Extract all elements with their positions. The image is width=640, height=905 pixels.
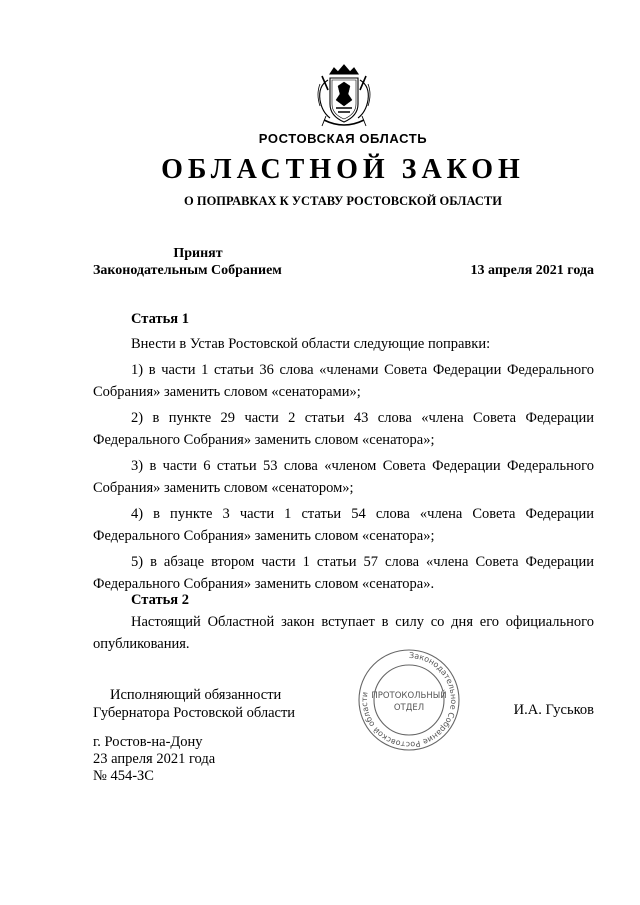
article-1-item: 3) в части 6 статьи 53 слова «членом Совета Федерации Федерального Собрания» заменить словом «сенатором»; (93, 458, 594, 496)
stamp-inner-line-2: ОТДЕЛ (393, 703, 425, 713)
law-title: ОБЛАСТНОЙ ЗАКОН (161, 154, 525, 185)
article-2-text: Настоящий Областной закон вступает в силу со дня его официального опубликования. (93, 614, 594, 652)
adoption-line-1: Принят (173, 246, 223, 261)
law-subtitle: О ПОПРАВКАХ К УСТАВУ РОСТОВСКОЙ ОБЛАСТИ (184, 194, 502, 208)
adoption-block (93, 245, 303, 279)
signing-date: 23 апреля 2021 года (93, 751, 216, 767)
signatory-name: И.А. Гуськов (513, 702, 594, 718)
article-1-heading: Статья 1 (131, 311, 189, 327)
article-1-body (93, 333, 594, 599)
article-1-item: 1) в части 1 статьи 36 слова «членами Совета Федерации Федерального Собрания» заменить словом «сенаторами»; (93, 362, 594, 400)
signatory-position-line-1: Исполняющий обязанности (110, 687, 282, 703)
law-number: № 454-ЗС (93, 768, 154, 784)
adoption-date: 13 апреля 2021 года (470, 263, 594, 278)
article-2-body (93, 611, 594, 659)
stamp-inner-line-1: ПРОТОКОЛЬНЫЙ (371, 691, 447, 701)
article-1-intro: Внести в Устав Ростовской области следующие поправки: (131, 336, 491, 352)
region-name: РОСТОВСКАЯ ОБЛАСТЬ (258, 131, 428, 146)
signing-city: г. Ростов-на-Дону (93, 734, 203, 750)
signing-place-block (93, 734, 215, 785)
article-1-item: 5) в абзаце втором части 1 статьи 57 слова «члена Совета Федерации Федерального Собрания» заменить словом «сенатора». (93, 554, 594, 592)
stamp-ring-text: Законодательное Собрание Ростовской области (359, 650, 459, 750)
coat-of-arms-emblem-icon (308, 60, 380, 132)
adoption-line-2: Законодательным Собранием (93, 263, 282, 278)
official-stamp-seal (345, 644, 473, 754)
article-1-item: 2) в пункте 29 части 2 статьи 43 слова «члена Совета Федерации Федерального Собрания» заменить словом «сенатора»; (93, 410, 594, 448)
signatory-position-line-2: Губернатора Ростовской области (93, 705, 296, 721)
article-1-item: 4) в пункте 3 части 1 статьи 54 слова «члена Совета Федерации Федерального Собрания» заменить словом «сенатора»; (93, 506, 594, 544)
article-2-heading: Статья 2 (131, 592, 189, 608)
signatory-position (93, 686, 295, 722)
